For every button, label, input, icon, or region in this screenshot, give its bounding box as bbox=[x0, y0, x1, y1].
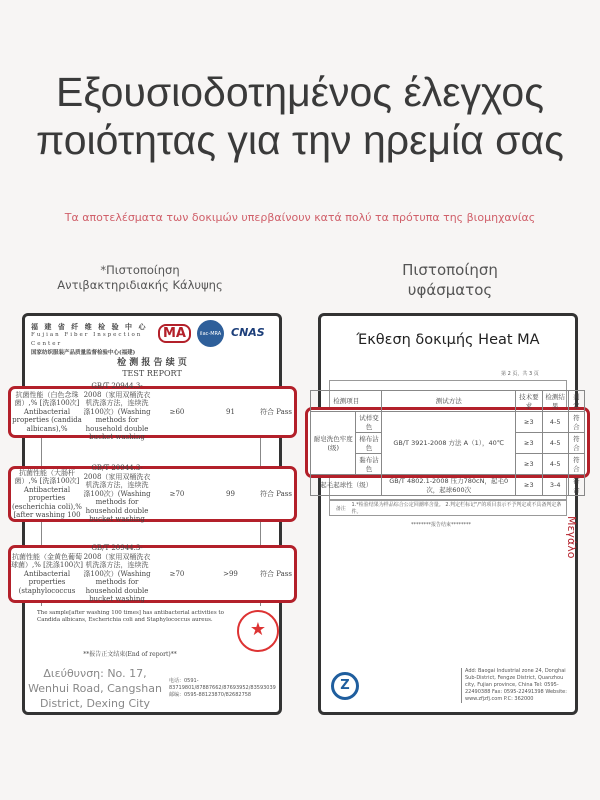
sub-item: 黏布沾色 bbox=[356, 453, 382, 474]
verdict: 符合 bbox=[568, 474, 584, 495]
sub-item: 棉布沾色 bbox=[356, 432, 382, 453]
test-item: 起毛起球性（级） bbox=[311, 474, 382, 495]
caption-line: υφάσματος bbox=[407, 281, 493, 299]
requirement: ≥3 bbox=[515, 474, 542, 495]
ma-logo: MA bbox=[158, 324, 191, 343]
right-caption bbox=[360, 260, 540, 300]
address-text: Διεύθυνση: No. 17, Wenhui Road, Cangshan District, Dexing City bbox=[28, 667, 162, 710]
test-item: 耐皂洗色牢度(级) bbox=[311, 411, 356, 474]
test-method: GB/T 20944.3-2008（家用双桶洗衣机洗涤方法，连续洗涤100次）(Washing methods for household double bucket washing bbox=[83, 464, 151, 524]
test-item: 抗菌性能（白色念珠菌）,% [洗涤100次] Antibacterial properties (candida albicans),% bbox=[12, 390, 82, 433]
org-name-cn2: 国家纺织服装产品质量监督检验中心(福建) bbox=[31, 350, 136, 356]
result: 4-5 bbox=[542, 453, 568, 474]
subtitle: Τα αποτελέσματα των δοκιμών υπερβαίνουν κατά πολύ τα πρότυπα της βιομηχανίας bbox=[64, 211, 536, 224]
report-title-cn: 检 测 报 告 续 页 bbox=[117, 358, 187, 368]
verdict: 符合 bbox=[568, 432, 584, 453]
result: 4-5 bbox=[542, 411, 568, 432]
fabric-results-table bbox=[310, 390, 585, 496]
page-number: 第 2 页，共 3 页 bbox=[501, 371, 539, 377]
report-note: The sample[after washing 100 times] has antibacterial activities to Candida albicans, Escherichia coli and Staphylococcus aureus. bbox=[37, 610, 224, 623]
result-table-highlight bbox=[305, 392, 590, 494]
result: 3-4 bbox=[542, 474, 568, 495]
requirement: ≥3 bbox=[515, 453, 542, 474]
title-line: Εξουσιοδοτημένος έλεγχος bbox=[56, 69, 544, 115]
requirement: ≥3 bbox=[515, 411, 542, 432]
test-method: GB/T 4802.1-2008 压力780cN，起毛0次，起球600次 bbox=[382, 474, 516, 495]
end-of-report: ********报告结束******** bbox=[410, 522, 471, 528]
caption-line: *Πιστοποίηση bbox=[100, 263, 180, 277]
cnas-logo: CNAS bbox=[231, 326, 265, 339]
report-title: Έκθεση δοκιμής Heat MA bbox=[356, 332, 540, 348]
ilac-logo: ilac-MRA bbox=[197, 320, 224, 347]
requirement: ≥70 bbox=[169, 569, 185, 578]
col-header: 技术要求 bbox=[515, 390, 542, 411]
sub-item: 试样变色 bbox=[356, 411, 382, 432]
report-title-en: TEST REPORT bbox=[122, 369, 182, 378]
verdict: 符合 Pass bbox=[260, 489, 292, 498]
col-header: 判定 bbox=[568, 390, 584, 411]
end-of-report: **报告正文结束(End of report)** bbox=[83, 651, 177, 658]
result: 91 bbox=[226, 407, 235, 416]
org-logo: Z bbox=[331, 672, 359, 700]
verdict: 符合 Pass bbox=[260, 569, 292, 578]
col-header: 检测项目 bbox=[311, 390, 382, 411]
org-name-cn: 福 建 省 纤 维 检 验 中 心 bbox=[31, 322, 148, 331]
result: >99 bbox=[223, 569, 238, 578]
caption-line: Πιστοποίηση bbox=[402, 261, 498, 279]
requirement: ≥70 bbox=[169, 489, 185, 498]
left-caption bbox=[40, 263, 240, 293]
test-method: GB/T 20944.3-2008（家用双桶洗衣机洗涤方法，连续洗涤100次）(Washing methods for household double bucket washing bbox=[83, 544, 151, 604]
requirement: ≥60 bbox=[169, 407, 185, 416]
verdict: 符合 bbox=[568, 453, 584, 474]
test-method: GB/T 3921-2008 方法 A（1），40℃ bbox=[382, 411, 516, 474]
org-name-en: Fujian Fiber Inspection Center bbox=[31, 332, 143, 347]
result: 4-5 bbox=[542, 432, 568, 453]
test-item: 抗菌性能（大肠杆菌）,% [洗涤100次] Antibacterial properties (escherichia coli),% [after washing 100 bbox=[12, 468, 82, 519]
result-row-highlight bbox=[8, 466, 297, 522]
result-row-highlight bbox=[8, 382, 297, 442]
remarks-row bbox=[329, 500, 567, 516]
test-method: GB/T 20944.3-2008（家用双桶洗衣机洗涤方法，连续洗涤100次）(Washing methods for household double bucket washing bbox=[83, 382, 151, 442]
test-item: 抗菌性能（金黄色葡萄球菌）,% [洗涤100次] Antibacterial properties (staphylococcus bbox=[11, 552, 83, 595]
fabric-report bbox=[318, 313, 578, 715]
result-row-highlight bbox=[8, 545, 297, 603]
remarks-text: 1.*检验结果为样品综合公定回潮率含量。 2.判定栏标记"/"的项目表示不予判定或不具备判定条件。 bbox=[351, 502, 562, 515]
result: 99 bbox=[226, 489, 235, 498]
verdict: 符合 bbox=[568, 411, 584, 432]
title-line: ποιότητας για την ηρεμία σας bbox=[36, 117, 564, 163]
phone-text: 电话：0591-83719801/87887662/87693952/83593039 邮编：0595-88123870/82682758 bbox=[169, 678, 276, 698]
remarks-label: 备注 bbox=[335, 505, 346, 512]
col-header: 检测结果 bbox=[542, 390, 568, 411]
page-title bbox=[0, 68, 600, 164]
seal-stamp: ★ bbox=[237, 610, 279, 652]
side-label: Μεγάλο bbox=[565, 516, 578, 559]
col-header: 测试方法 bbox=[382, 390, 516, 411]
verdict: 符合 Pass bbox=[260, 407, 292, 416]
caption-line: Αντιβακτηριδιακής Κάλυψης bbox=[57, 278, 223, 292]
footer-address: Add: Baogai Industrial zone 24, Donghai Sub-District, Fengze District, Quanzhou city, Fujian province, China Tel: 0595-22490388 Fax: 0595-22491398 Website: www.zfjzfj.com P.C: 362000 bbox=[461, 668, 571, 703]
requirement: ≥3 bbox=[515, 432, 542, 453]
